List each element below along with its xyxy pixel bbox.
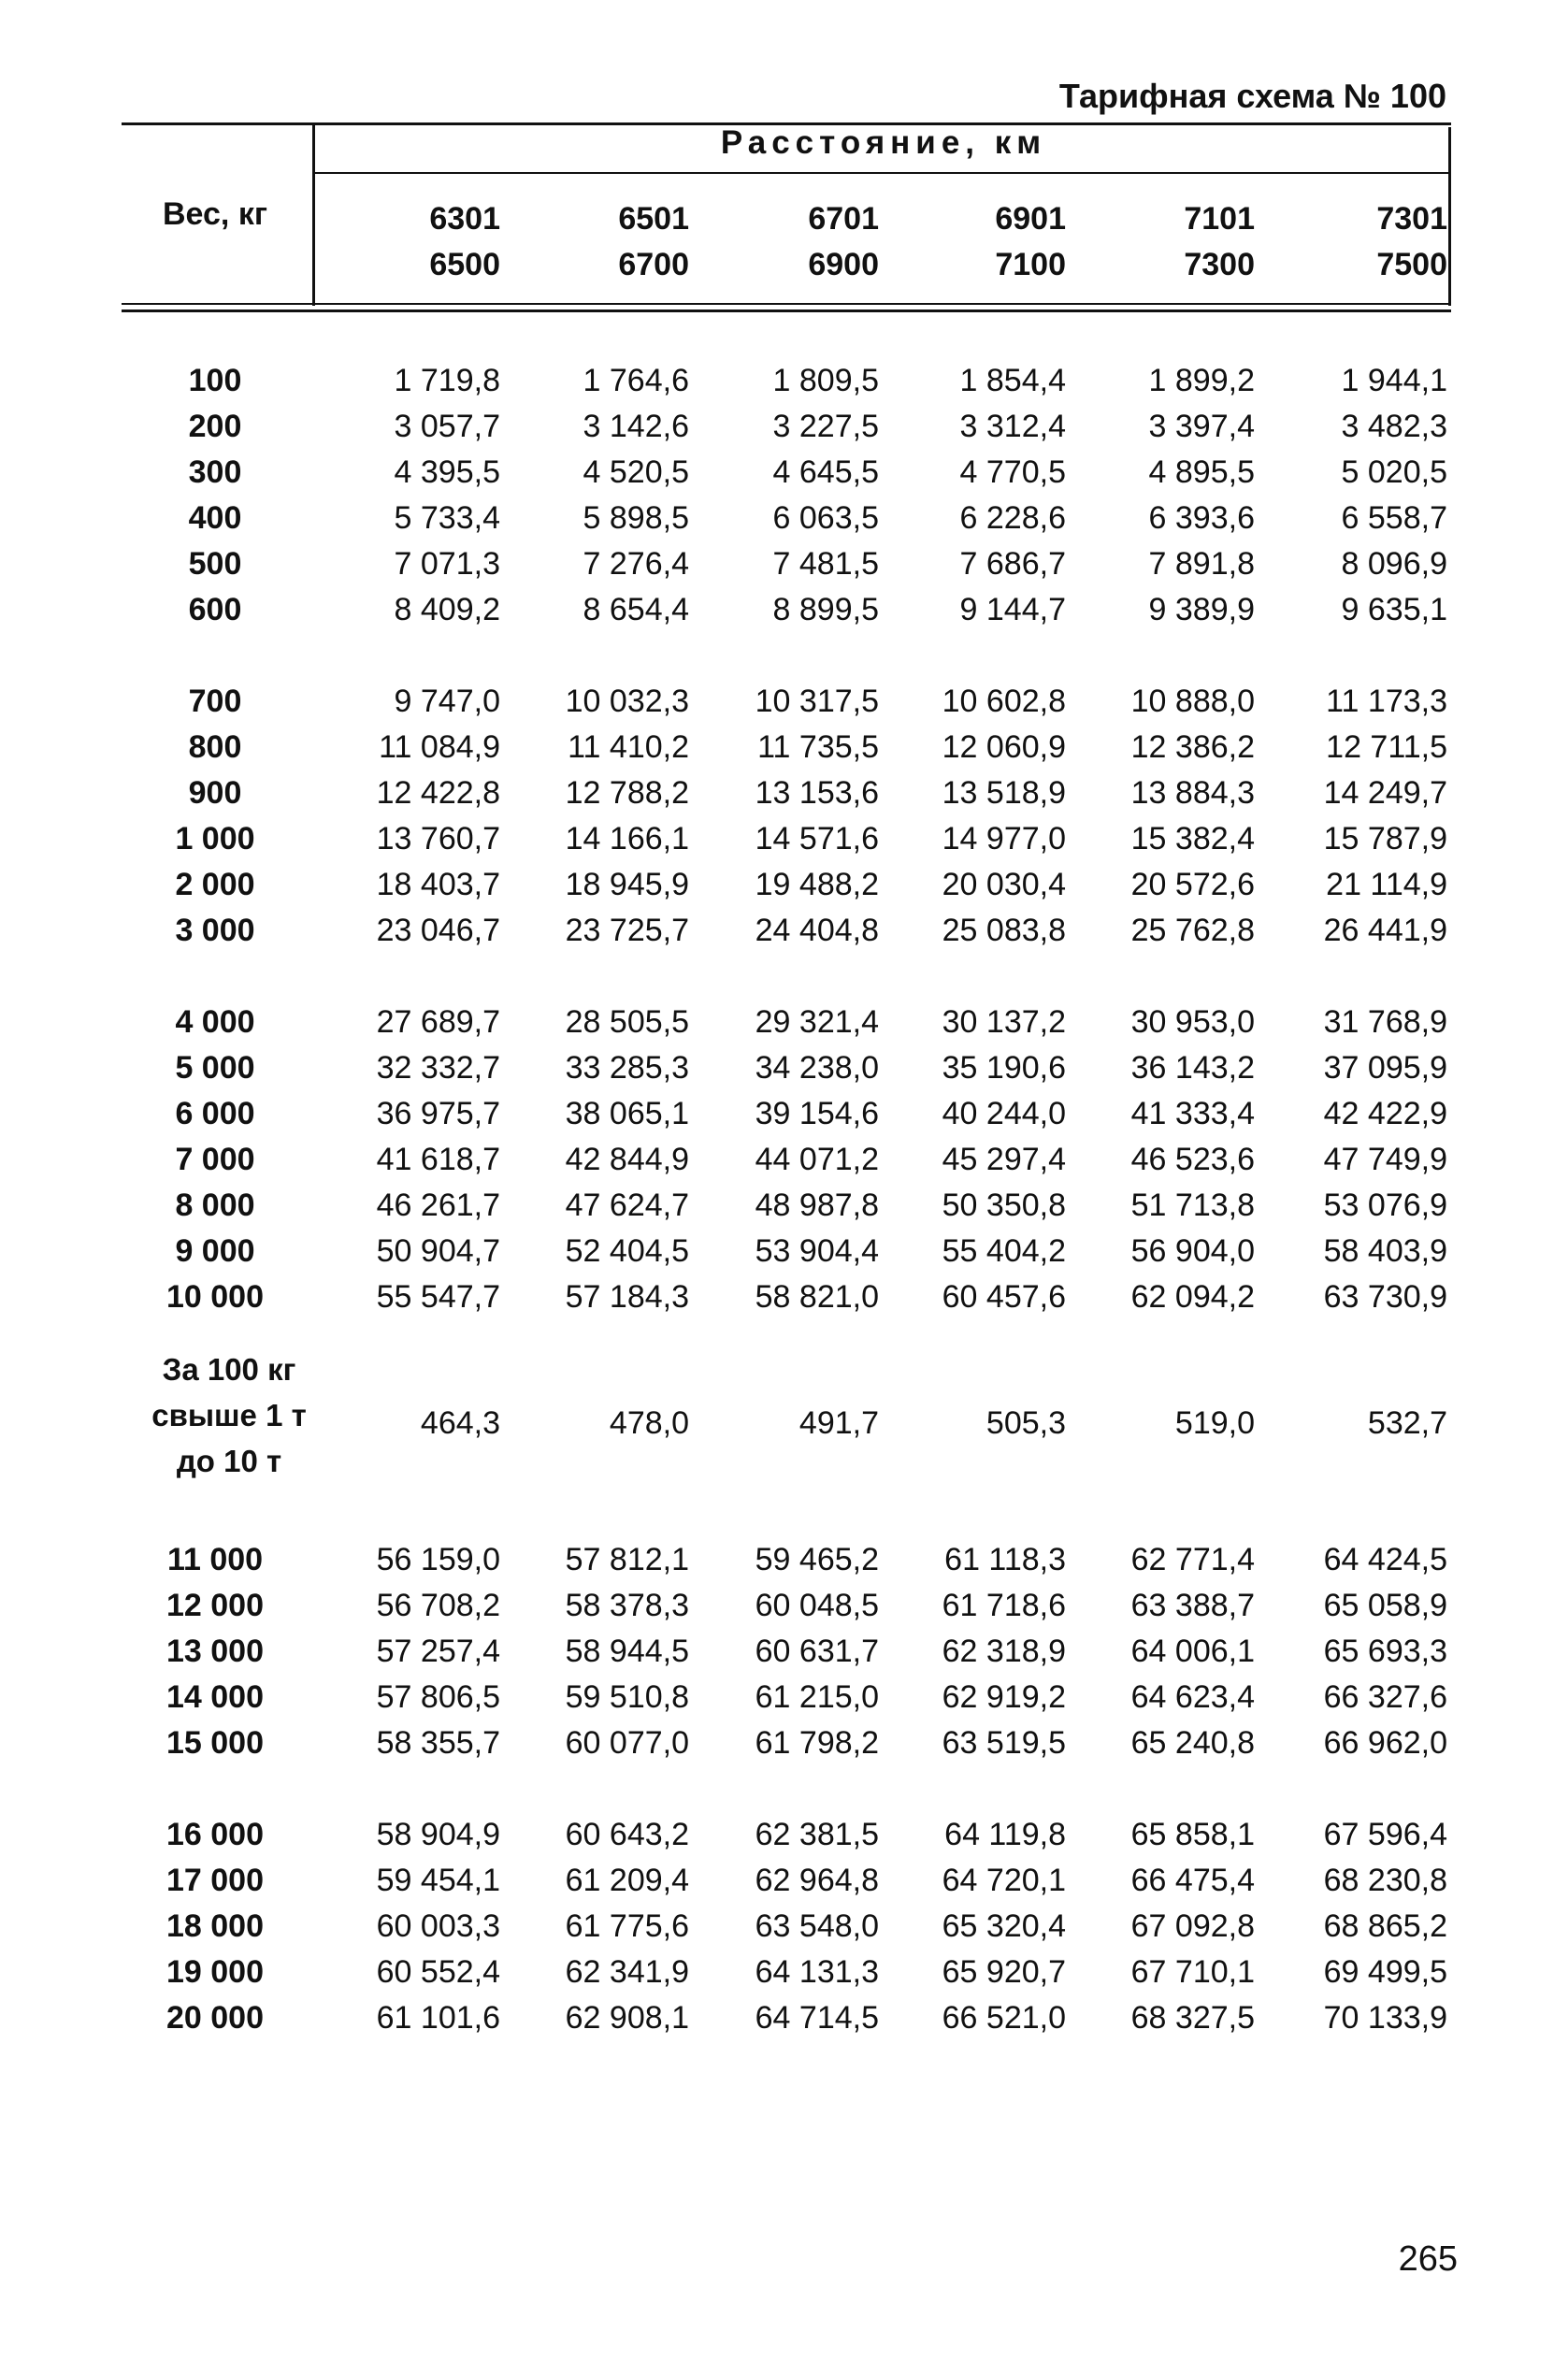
- tariff-cell: 65 920,7: [942, 1954, 1066, 1990]
- tariff-cell: 8 409,2: [394, 592, 500, 627]
- tariff-cell: 30 953,0: [1130, 1004, 1255, 1040]
- tariff-cell: 12 386,2: [1130, 729, 1255, 765]
- distance-range-header: [1270, 196, 1447, 288]
- tariff-cell: 11 735,5: [757, 729, 879, 765]
- tariff-cell: 35 190,6: [942, 1050, 1066, 1086]
- weight-cell: 10 000: [166, 1279, 264, 1315]
- range-to: 6500: [429, 247, 500, 282]
- tariff-cell: 58 904,9: [376, 1817, 500, 1852]
- weight-cell: 900: [188, 775, 242, 811]
- weight-cell: 17 000: [166, 1863, 264, 1898]
- tariff-cell: 11 173,3: [1326, 684, 1447, 719]
- tariff-cell: 62 381,5: [755, 1817, 879, 1852]
- tariff-cell: 61 209,4: [565, 1863, 689, 1898]
- tariff-cell: 6 063,5: [772, 500, 879, 536]
- tariff-cell: 66 475,4: [1130, 1863, 1255, 1898]
- tariff-cell: 25 762,8: [1130, 913, 1255, 948]
- surcharge-cell: 519,0: [1174, 1405, 1255, 1441]
- tariff-cell: 7 686,7: [959, 546, 1066, 582]
- tariff-cell: 13 518,9: [942, 775, 1066, 811]
- surcharge-cell: 505,3: [985, 1405, 1066, 1441]
- tariff-cell: 48 987,8: [755, 1188, 879, 1223]
- tariff-cell: 62 919,2: [942, 1679, 1066, 1715]
- tariff-cell: 46 261,7: [376, 1188, 500, 1223]
- table-row: [122, 1183, 1449, 1229]
- tariff-cell: 60 552,4: [376, 1954, 500, 1990]
- tariff-cell: 66 962,0: [1323, 1725, 1447, 1761]
- tariff-cell: 15 382,4: [1130, 821, 1255, 856]
- tariff-cell: 12 788,2: [565, 775, 689, 811]
- weight-cell: 200: [188, 409, 242, 444]
- tariff-cell: 50 350,8: [942, 1188, 1066, 1223]
- weight-cell: 300: [188, 454, 242, 490]
- scheme-title: Тарифная схема № 100: [1058, 77, 1446, 115]
- tariff-cell: 14 571,6: [755, 821, 879, 856]
- tariff-cell: 64 623,4: [1130, 1679, 1255, 1715]
- tariff-cell: 27 689,7: [376, 1004, 500, 1040]
- tariff-cell: 8 654,4: [583, 592, 689, 627]
- tariff-cell: 6 558,7: [1341, 500, 1447, 536]
- tariff-cell: 13 153,6: [755, 775, 879, 811]
- tariff-cell: 41 333,4: [1130, 1096, 1255, 1131]
- weight-cell: 1 000: [175, 821, 255, 856]
- tariff-cell: 68 230,8: [1323, 1863, 1447, 1898]
- tariff-cell: 9 635,1: [1341, 592, 1447, 627]
- table-row: [122, 1720, 1449, 1766]
- weight-cell: 5 000: [175, 1050, 255, 1086]
- tariff-cell: 1 899,2: [1148, 363, 1255, 398]
- tariff-cell: 14 977,0: [942, 821, 1066, 856]
- tariff-cell: 3 142,6: [583, 409, 689, 444]
- tariff-cell: 9 747,0: [394, 684, 500, 719]
- range-to: 6900: [808, 247, 879, 282]
- tariff-cell: 62 341,9: [565, 1954, 689, 1990]
- range-to: 6700: [618, 247, 689, 282]
- table-row: [122, 404, 1449, 450]
- tariff-cell: 60 048,5: [755, 1588, 879, 1623]
- weight-cell: 7 000: [175, 1142, 255, 1177]
- tariff-cell: 15 787,9: [1323, 821, 1447, 856]
- distance-range-header: [511, 196, 689, 288]
- table-row: [122, 587, 1449, 633]
- tariff-cell: 5 020,5: [1341, 454, 1447, 490]
- surcharge-cell: 464,3: [420, 1405, 500, 1441]
- tariff-cell: 70 133,9: [1323, 2000, 1447, 2036]
- weight-cell: 600: [188, 592, 242, 627]
- tariff-cell: 64 131,3: [755, 1954, 879, 1990]
- tariff-cell: 64 714,5: [755, 2000, 879, 2036]
- range-from: 6901: [995, 201, 1066, 237]
- tariff-cell: 4 895,5: [1148, 454, 1255, 490]
- tariff-cell: 1 719,8: [394, 363, 500, 398]
- tariff-cell: 10 602,8: [942, 684, 1066, 719]
- tariff-cell: 4 770,5: [959, 454, 1066, 490]
- tariff-cell: 63 730,9: [1323, 1279, 1447, 1315]
- tariff-cell: 36 143,2: [1130, 1050, 1255, 1086]
- tariff-cell: 57 812,1: [565, 1542, 689, 1577]
- tariff-cell: 6 228,6: [959, 500, 1066, 536]
- weight-cell: 16 000: [166, 1817, 264, 1852]
- weight-cell: 2 000: [175, 867, 255, 902]
- tariff-cell: 3 312,4: [959, 409, 1066, 444]
- tariff-cell: 55 547,7: [376, 1279, 500, 1315]
- weight-cell: 800: [188, 729, 242, 765]
- tariff-cell: 23 725,7: [565, 913, 689, 948]
- weight-cell: 6 000: [175, 1096, 255, 1131]
- tariff-cell: 58 378,3: [565, 1588, 689, 1623]
- table-row: [122, 1812, 1449, 1858]
- weight-cell: 3 000: [175, 913, 255, 948]
- tariff-cell: 3 227,5: [772, 409, 879, 444]
- tariff-cell: 8 899,5: [772, 592, 879, 627]
- tariff-cell: 67 092,8: [1130, 1908, 1255, 1944]
- tariff-cell: 57 257,4: [376, 1634, 500, 1669]
- tariff-cell: 13 884,3: [1130, 775, 1255, 811]
- tariff-cell: 46 523,6: [1130, 1142, 1255, 1177]
- table-row: [122, 1137, 1449, 1183]
- tariff-cell: 40 244,0: [942, 1096, 1066, 1131]
- tariff-cell: 28 505,5: [565, 1004, 689, 1040]
- table-row: [122, 496, 1449, 541]
- tariff-cell: 7 276,4: [583, 546, 689, 582]
- tariff-cell: 24 404,8: [755, 913, 879, 948]
- tariff-cell: 61 101,6: [376, 2000, 500, 2036]
- tariff-cell: 32 332,7: [376, 1050, 500, 1086]
- tariff-cell: 56 708,2: [376, 1588, 500, 1623]
- tariff-cell: 45 297,4: [942, 1142, 1066, 1177]
- table-row: [122, 725, 1449, 770]
- table-row: [122, 1537, 1449, 1583]
- tariff-cell: 14 166,1: [565, 821, 689, 856]
- distance-range-header: [1077, 196, 1255, 288]
- surcharge-cell: 478,0: [609, 1405, 689, 1441]
- table-row: [122, 816, 1449, 862]
- tariff-cell: 38 065,1: [565, 1096, 689, 1131]
- tariff-cell: 64 006,1: [1130, 1634, 1255, 1669]
- tariff-cell: 1 764,6: [583, 363, 689, 398]
- tariff-cell: 37 095,9: [1323, 1050, 1447, 1086]
- tariff-cell: 61 118,3: [944, 1542, 1066, 1577]
- tariff-cell: 11 410,2: [568, 729, 689, 765]
- tariff-cell: 33 285,3: [565, 1050, 689, 1086]
- surcharge-label-line: свыше 1 т: [151, 1398, 307, 1432]
- table-row: [122, 862, 1449, 908]
- tariff-cell: 12 422,8: [376, 775, 500, 811]
- tariff-cell: 65 693,3: [1323, 1634, 1447, 1669]
- tariff-cell: 20 572,6: [1130, 867, 1255, 902]
- weight-cell: 500: [188, 546, 242, 582]
- tariff-cell: 67 710,1: [1130, 1954, 1255, 1990]
- tariff-cell: 58 821,0: [755, 1279, 879, 1315]
- tariff-cell: 59 465,2: [755, 1542, 879, 1577]
- table-row: [122, 1675, 1449, 1720]
- tariff-cell: 68 327,5: [1130, 2000, 1255, 2036]
- weight-cell: 9 000: [175, 1233, 255, 1269]
- weight-cell: 700: [188, 684, 242, 719]
- tariff-cell: 42 844,9: [565, 1142, 689, 1177]
- tariff-cell: 47 749,9: [1323, 1142, 1447, 1177]
- tariff-cell: 34 238,0: [755, 1050, 879, 1086]
- tariff-cell: 60 643,2: [565, 1817, 689, 1852]
- tariff-cell: 64 720,1: [942, 1863, 1066, 1898]
- tariff-cell: 60 631,7: [755, 1634, 879, 1669]
- tariff-cell: 3 057,7: [394, 409, 500, 444]
- surcharge-cell: 491,7: [798, 1405, 879, 1441]
- header-bottom-rule-double: [122, 309, 1451, 312]
- tariff-cell: 55 404,2: [942, 1233, 1066, 1269]
- range-to: 7500: [1376, 247, 1447, 282]
- tariff-cell: 63 388,7: [1130, 1588, 1255, 1623]
- distance-caption: Расстояние, км: [720, 124, 1047, 161]
- tariff-cell: 18 403,7: [376, 867, 500, 902]
- range-to: 7300: [1184, 247, 1255, 282]
- tariff-cell: 53 904,4: [755, 1233, 879, 1269]
- tariff-cell: 62 094,2: [1130, 1279, 1255, 1315]
- tariff-cell: 26 441,9: [1323, 913, 1447, 948]
- tariff-cell: 57 806,5: [376, 1679, 500, 1715]
- tariff-cell: 63 519,5: [942, 1725, 1066, 1761]
- tariff-cell: 21 114,9: [1326, 867, 1447, 902]
- table-row: [122, 1091, 1449, 1137]
- tariff-cell: 51 713,8: [1130, 1188, 1255, 1223]
- distance-range-header: [323, 196, 500, 288]
- surcharge-label-line: до 10 т: [176, 1444, 282, 1478]
- tariff-cell: 31 768,9: [1323, 1004, 1447, 1040]
- tariff-cell: 8 096,9: [1341, 546, 1447, 582]
- range-from: 7101: [1184, 201, 1255, 237]
- table-row: [122, 1000, 1449, 1045]
- tariff-cell: 60 077,0: [565, 1725, 689, 1761]
- distance-range-header: [701, 196, 879, 288]
- tariff-cell: 18 945,9: [565, 867, 689, 902]
- tariff-cell: 12 060,9: [942, 729, 1066, 765]
- weight-cell: 400: [188, 500, 242, 536]
- table-row: [122, 1583, 1449, 1629]
- tariff-cell: 65 058,9: [1323, 1588, 1447, 1623]
- table-row: [122, 1995, 1449, 2041]
- weight-cell: 12 000: [166, 1588, 264, 1623]
- range-from: 7301: [1376, 201, 1447, 237]
- table-row: [122, 679, 1449, 725]
- table-row: [122, 1274, 1449, 1320]
- tariff-cell: 61 798,2: [755, 1725, 879, 1761]
- tariff-cell: 56 159,0: [376, 1542, 500, 1577]
- tariff-cell: 68 865,2: [1323, 1908, 1447, 1944]
- weight-column-divider: [312, 122, 315, 306]
- table-row: [122, 450, 1449, 496]
- tariff-cell: 66 327,6: [1323, 1679, 1447, 1715]
- tariff-cell: 9 389,9: [1148, 592, 1255, 627]
- weight-cell: 18 000: [166, 1908, 264, 1944]
- tariff-cell: 64 119,8: [944, 1817, 1066, 1852]
- tariff-cell: 14 249,7: [1323, 775, 1447, 811]
- range-from: 6501: [618, 201, 689, 237]
- tariff-cell: 30 137,2: [942, 1004, 1066, 1040]
- tariff-cell: 60 003,3: [376, 1908, 500, 1944]
- tariff-cell: 1 854,4: [959, 363, 1066, 398]
- weight-cell: 100: [188, 363, 242, 398]
- weight-cell: 14 000: [166, 1679, 264, 1715]
- range-from: 6701: [808, 201, 879, 237]
- tariff-cell: 58 403,9: [1323, 1233, 1447, 1269]
- tariff-cell: 62 908,1: [565, 2000, 689, 2036]
- tariff-cell: 1 809,5: [772, 363, 879, 398]
- tariff-cell: 6 393,6: [1148, 500, 1255, 536]
- tariff-cell: 64 424,5: [1323, 1542, 1447, 1577]
- tariff-cell: 52 404,5: [565, 1233, 689, 1269]
- table-row: [122, 908, 1449, 954]
- table-row: [122, 358, 1449, 404]
- tariff-cell: 11 084,9: [379, 729, 500, 765]
- tariff-cell: 56 904,0: [1130, 1233, 1255, 1269]
- tariff-cell: 58 355,7: [376, 1725, 500, 1761]
- range-from: 6301: [429, 201, 500, 237]
- tariff-cell: 5 898,5: [583, 500, 689, 536]
- tariff-cell: 47 624,7: [565, 1188, 689, 1223]
- tariff-cell: 62 771,4: [1130, 1542, 1255, 1577]
- tariff-cell: 4 395,5: [394, 454, 500, 490]
- tariff-cell: 20 030,4: [942, 867, 1066, 902]
- tariff-cell: 61 775,6: [565, 1908, 689, 1944]
- table-row: [122, 770, 1449, 816]
- tariff-cell: 4 645,5: [772, 454, 879, 490]
- tariff-cell: 3 482,3: [1341, 409, 1447, 444]
- tariff-cell: 62 318,9: [942, 1634, 1066, 1669]
- tariff-cell: 4 520,5: [583, 454, 689, 490]
- tariff-cell: 67 596,4: [1323, 1817, 1447, 1852]
- tariff-cell: 65 858,1: [1130, 1817, 1255, 1852]
- weight-cell: 19 000: [166, 1954, 264, 1990]
- weight-column-header: Вес, кг: [163, 196, 267, 232]
- tariff-cell: 44 071,2: [755, 1142, 879, 1177]
- tariff-cell: 36 975,7: [376, 1096, 500, 1131]
- tariff-cell: 39 154,6: [755, 1096, 879, 1131]
- tariff-cell: 66 521,0: [942, 2000, 1066, 2036]
- tariff-cell: 25 083,8: [942, 913, 1066, 948]
- tariff-cell: 3 397,4: [1148, 409, 1255, 444]
- range-to: 7100: [995, 247, 1066, 282]
- page-number: 265: [1398, 2239, 1458, 2279]
- tariff-cell: 12 711,5: [1326, 729, 1447, 765]
- surcharge-label: [122, 1346, 337, 1484]
- tariff-cell: 60 457,6: [942, 1279, 1066, 1315]
- tariff-cell: 29 321,4: [755, 1004, 879, 1040]
- tariff-cell: 59 510,8: [565, 1679, 689, 1715]
- weight-cell: 13 000: [166, 1634, 264, 1669]
- tariff-cell: 63 548,0: [755, 1908, 879, 1944]
- weight-cell: 8 000: [175, 1188, 255, 1223]
- tariff-cell: 41 618,7: [376, 1142, 500, 1177]
- tariff-cell: 59 454,1: [376, 1863, 500, 1898]
- tariff-cell: 1 944,1: [1341, 363, 1447, 398]
- weight-cell: 11 000: [166, 1542, 264, 1577]
- tariff-cell: 7 071,3: [394, 546, 500, 582]
- weight-cell: 4 000: [175, 1004, 255, 1040]
- table-row: [122, 1858, 1449, 1904]
- table-row: [122, 541, 1449, 587]
- tariff-cell: 57 184,3: [565, 1279, 689, 1315]
- tariff-cell: 23 046,7: [376, 913, 500, 948]
- header-bottom-rule: [122, 303, 1451, 305]
- weight-cell: 15 000: [166, 1725, 264, 1761]
- distance-range-header: [888, 196, 1066, 288]
- surcharge-label-line: За 100 кг: [162, 1352, 296, 1387]
- table-row: [122, 1950, 1449, 1995]
- tariff-cell: 58 944,5: [565, 1634, 689, 1669]
- tariff-cell: 10 032,3: [565, 684, 689, 719]
- table-row: [122, 1629, 1449, 1675]
- table-row: [122, 1904, 1449, 1950]
- tariff-cell: 42 422,9: [1323, 1096, 1447, 1131]
- tariff-cell: 19 488,2: [755, 867, 879, 902]
- tariff-cell: 62 964,8: [755, 1863, 879, 1898]
- tariff-cell: 13 760,7: [376, 821, 500, 856]
- tariff-cell: 10 317,5: [755, 684, 879, 719]
- table-row: [122, 1229, 1449, 1274]
- table-row: [122, 1045, 1449, 1091]
- tariff-cell: 53 076,9: [1323, 1188, 1447, 1223]
- tariff-cell: 65 240,8: [1130, 1725, 1255, 1761]
- tariff-cell: 7 891,8: [1148, 546, 1255, 582]
- tariff-cell: 61 215,0: [755, 1679, 879, 1715]
- tariff-cell: 61 718,6: [942, 1588, 1066, 1623]
- tariff-cell: 5 733,4: [394, 500, 500, 536]
- tariff-cell: 9 144,7: [959, 592, 1066, 627]
- distance-caption-underline: [312, 172, 1451, 174]
- surcharge-cell: 532,7: [1367, 1405, 1447, 1441]
- tariff-cell: 69 499,5: [1323, 1954, 1447, 1990]
- tariff-cell: 65 320,4: [942, 1908, 1066, 1944]
- tariff-cell: 7 481,5: [772, 546, 879, 582]
- tariff-cell: 50 904,7: [376, 1233, 500, 1269]
- weight-cell: 20 000: [166, 2000, 264, 2036]
- tariff-cell: 10 888,0: [1130, 684, 1255, 719]
